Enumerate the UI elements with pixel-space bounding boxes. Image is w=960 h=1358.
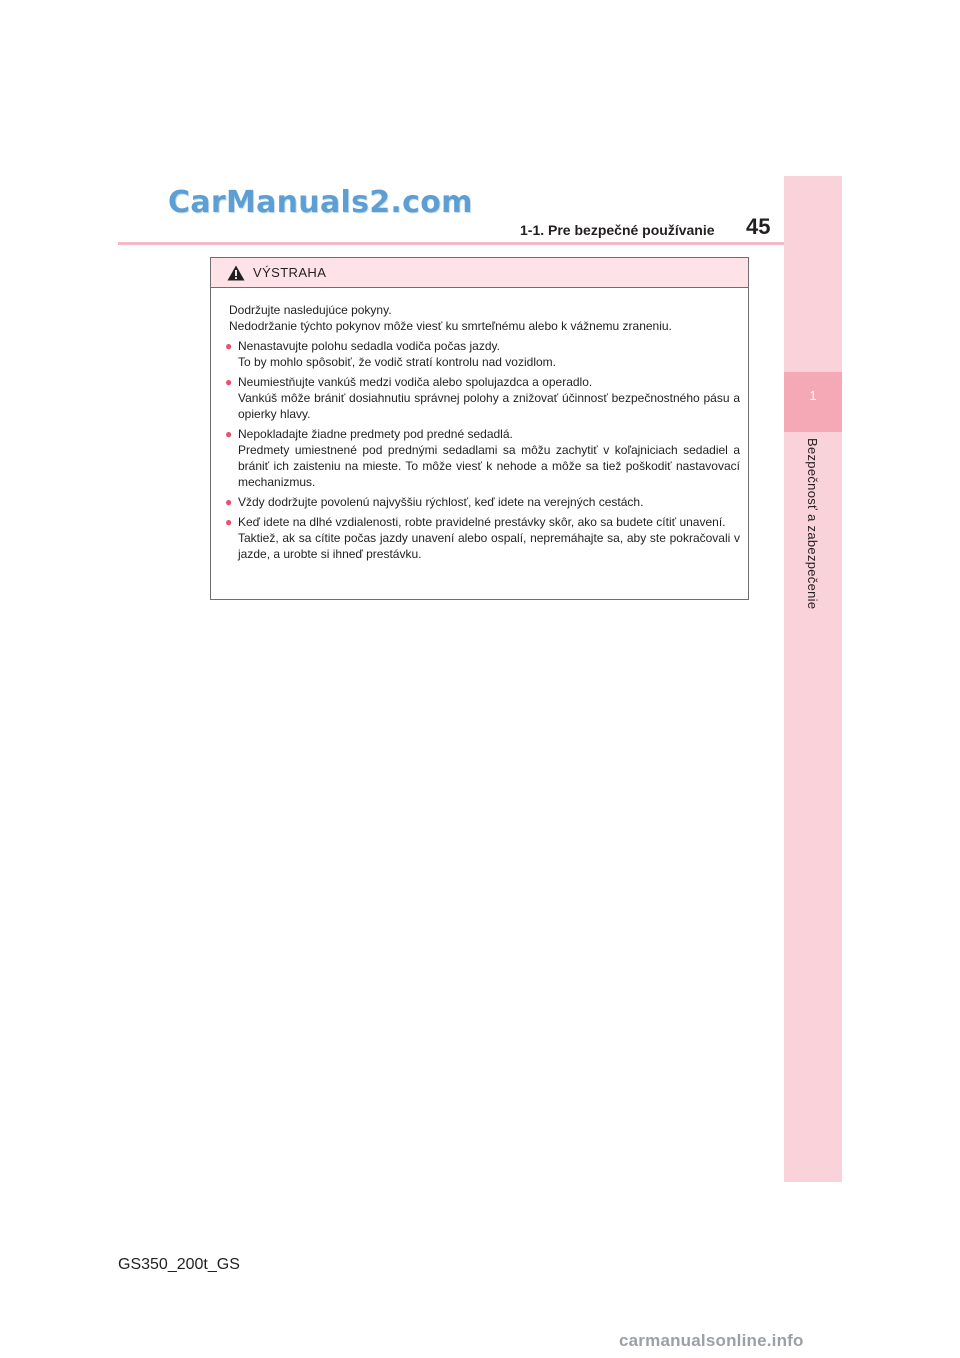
intro-line: Dodržujte nasledujúce pokyny. <box>229 303 392 317</box>
watermark-footer: carmanualsonline.info <box>619 1331 804 1350</box>
intro-line: Nedodržanie týchto pokynov môže viesť ku smrteľnému alebo k vážnemu zraneniu. <box>229 319 672 333</box>
bullet-dot-icon: ● <box>225 495 233 509</box>
bullet-dot-icon: ● <box>225 375 233 389</box>
warning-header <box>211 258 748 288</box>
section-title: 1-1. Pre bezpečné používanie <box>520 222 715 238</box>
list-item <box>225 494 740 510</box>
list-item <box>225 374 740 422</box>
item-line: Keď idete na dlhé vzdialenosti, robte pravidelné prestávky skôr, ako sa budete cítiť unavení. <box>238 515 726 529</box>
warning-triangle-icon <box>227 265 245 281</box>
item-line: Vždy dodržujte povolenú najvyššiu rýchlosť, keď idete na verejných cestách. <box>238 495 644 509</box>
chapter-number: 1 <box>809 388 817 403</box>
chapter-label: Bezpečnosť a zabezpečenie <box>805 438 820 610</box>
header-rule <box>118 242 842 245</box>
warning-box <box>210 257 749 600</box>
warning-title: VÝSTRAHA <box>253 265 327 280</box>
item-line: Nenastavujte polohu sedadla vodiča počas jazdy. <box>238 339 500 353</box>
bullet-dot-icon: ● <box>225 515 233 529</box>
warning-body <box>211 288 748 562</box>
item-line: Taktiež, ak sa cítite počas jazdy unavení alebo ospalí, nepremáhajte sa, aby ste pokračovali v jazde, a urobte si ihneď prestávku. <box>238 531 740 561</box>
list-item <box>225 514 740 562</box>
watermark-logo: CarManuals2.com <box>168 185 473 220</box>
item-line: Vankúš môže brániť dosiahnutiu správnej polohy a znižovať účinnosť bezpečnostného pásu a opierky hlavy. <box>238 391 740 421</box>
warning-list <box>225 338 740 562</box>
bullet-dot-icon: ● <box>225 339 233 353</box>
list-item <box>225 426 740 490</box>
list-item <box>225 338 740 370</box>
item-line: Predmety umiestnené pod prednými sedadlami sa môžu zachytiť v koľajniciach sedadiel a brániť ich zaisteniu na mieste. To môže viesť k nehode a môže sa tiež poškodiť nastavovací mechanizmus. <box>238 443 740 489</box>
page-number: 45 <box>746 214 771 239</box>
warning-intro <box>229 302 740 334</box>
item-line: Nepokladajte žiadne predmety pod predné sedadlá. <box>238 427 513 441</box>
item-line: Neumiestňujte vankúš medzi vodiča alebo spolujazdca a operadlo. <box>238 375 593 389</box>
item-line: To by mohlo spôsobiť, že vodič stratí kontrolu nad vozidlom. <box>238 355 556 369</box>
bullet-dot-icon: ● <box>225 427 233 441</box>
model-code: GS350_200t_GS <box>118 1256 240 1273</box>
chapter-side-tab <box>784 176 842 1182</box>
